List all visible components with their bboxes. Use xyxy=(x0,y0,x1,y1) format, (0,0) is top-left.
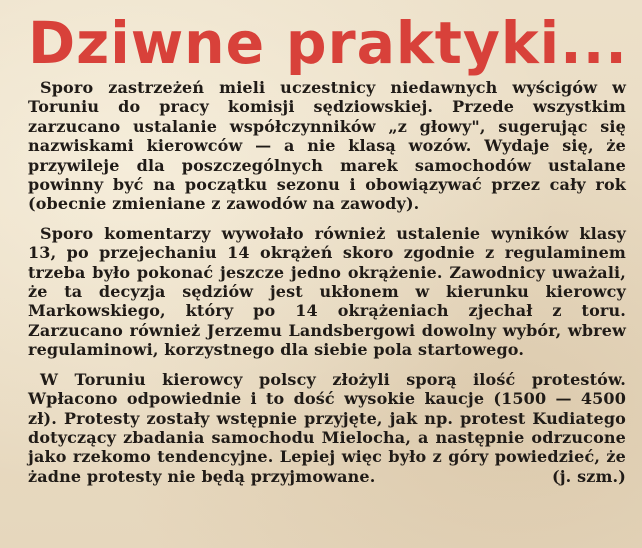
article-paragraph-3-text: W Toruniu kierowcy polscy złożyli sporą ilość protestów. Wpłacono odpowiednie i to dość wysokie kaucje (1500 — 4500 zł). Protesty zostały wstępnie przyjęte, jak np. protest Kudiatego dotyczący zbadania samochodu Mielocha, a następnie odrzucone jako rzekomo tendencyjne. Lepiej więc było z góry powiedzieć, że żadne protesty nie będą przyjmowane. xyxy=(28,369,626,486)
article-paragraph-1: Sporo zastrzeżeń mieli uczestnicy niedawnych wyścigów w Toruniu do pracy komisji sędziowskiej. Przede wszystkim zarzucano ustalanie współczynników „z głowy", sugerując się nazwiskami kierowców — a nie klasą wozów. Wydaje się, że przywileje dla poszczególnych marek samochodów ustalane powinny być na początku sezonu i obowiązywać przez cały rok (obecnie zmieniane z zawodów na zawody). xyxy=(28,78,626,214)
article-paragraph-3 xyxy=(28,370,626,486)
article-paragraph-2: Sporo komentarzy wywołało również ustalenie wyników klasy 13, po przejechaniu 14 okrążeń skoro zgodnie z regulaminem trzeba było pokonać jeszcze jedno okrążenie. Zawodnicy uważali, że ta decyzja sędziów jest ukłonem w kierunku kierowcy Markowskiego, który po 14 okrążeniach zjechał z toru. Zarzucano również Jerzemu Landsbergowi dowolny wybór, wbrew regulaminowi, korzystnego dla siebie pola startowego. xyxy=(28,223,626,360)
article-byline: (j. szm.) xyxy=(551,466,626,486)
article-body xyxy=(28,78,626,486)
article-headline: Dziwne praktyki... xyxy=(28,9,628,77)
